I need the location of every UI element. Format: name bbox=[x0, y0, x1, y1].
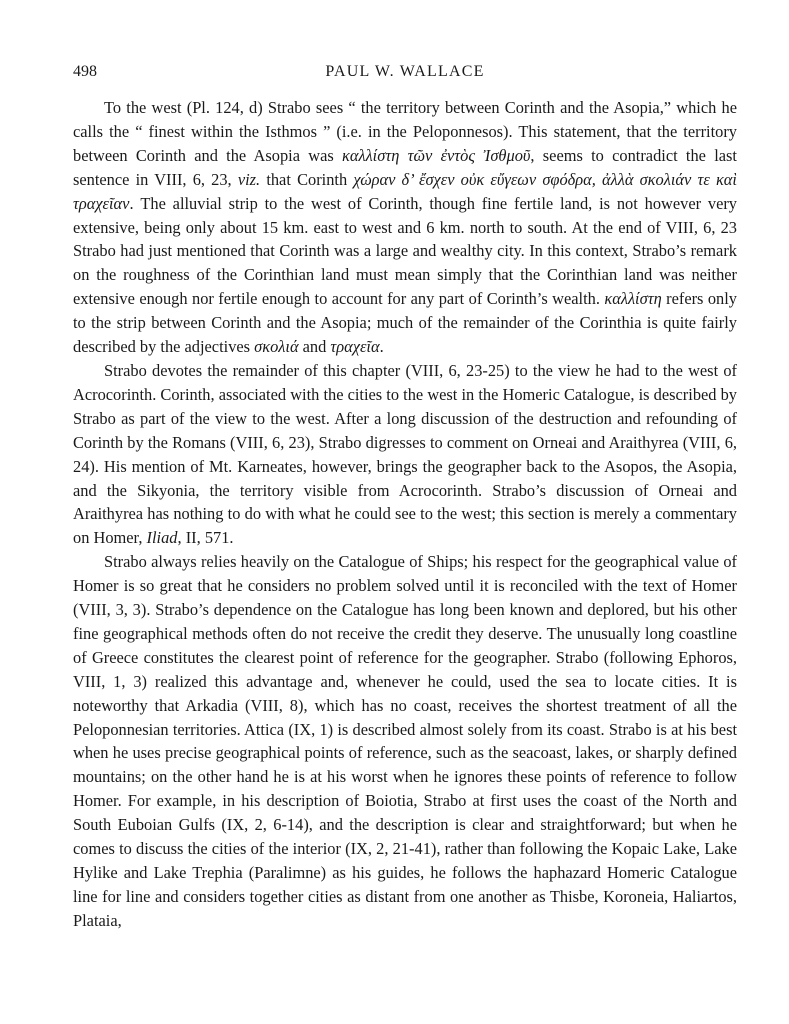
text-run: , II, 571. bbox=[177, 528, 234, 548]
greek-phrase: χώραν δ’ ἔσχεν οὐκ εὔγεων σφόδρα, ἀλλὰ σκολιάν τε καὶ τραχεῖαν bbox=[73, 169, 737, 213]
running-header bbox=[73, 58, 737, 86]
page-number: 498 bbox=[73, 63, 97, 80]
text-run: . The alluvial strip to the west of Corinth, though fine fertile land, is not however very extensive, being only about 15 km. east to west and 6 km. north to south. At the end of VIII, 6, 23 Strabo had just mentioned that Corinth was a large and wealthy city. In this context, Strabo’s remark on the roughness of the Corinthian land must mean simply that the Corinthian land was neither extensive enough nor fertile enough to account for any part of Corinth’s wealth. bbox=[73, 193, 737, 309]
text-run: Strabo devotes the remainder of this chapter (VIII, 6, 23-25) to the view he had to the west of Acrocorinth. Corinth, associated with the cities to the west in the Homeric Catalogue, is described by Strabo as part of the view to the west. After a long discussion of the destruction and refounding of Corinth by the Romans (VIII, 6, 23), Strabo digresses to comment on Orneai and Araithyrea (VIII, 6, 24). His mention of Mt. Karneates, however, brings the geographer back to the Asopos, the Asopia, and the Sikyonia, the territory visible from Acrocorinth. Strabo’s discussion of Orneai and Araithyrea has nothing to do with what he could see to the west; this section is merely a commentary on Homer, bbox=[73, 360, 737, 548]
paragraph bbox=[73, 359, 737, 550]
text-run: Strabo always relies heavily on the Catalogue of Ships; his respect for the geographical value of Homer is so great that he considers no problem solved until it is reconciled with the text of Homer (VIII, 3, 3). Strabo’s dependence on the Catalogue has long been known and deplored, but his other fine geographical methods often do not receive the credit they deserve. The unusually long coastline of Greece constitutes the clearest point of reference for the geographer. Strabo (following Ephoros, VIII, 1, 3) realized this advantage and, whenever he could, used the sea to locate cities. It is noteworthy that Arkadia (VIII, 8), which has no coast, receives the shortest treatment of all the Peloponnesian territories. Attica (IX, 1) is described almost solely from its coast. Strabo is at his best when he uses precise geographical points of reference, such as the seacoast, lakes, or sharply defined mountains; on the other hand he is at his worst when he ignores these points of reference to follow Homer. For example, in his description of Boiotia, Strabo at first uses the coast of the North and South Euboian Gulfs (IX, 2, 6-14), and the description is clear and straightforward; but when he comes to discuss the cities of the interior (IX, 2, 21-41), rather than following the Kopaic Lake, Lake Hylike and Lake Trephia (Paralimne) as his guides, he follows the haphazard Homeric Catalogue line for line and considers together cities as distant from one another as Thisbe, Koroneia, Haliartos, Plataia, bbox=[73, 552, 737, 930]
greek-phrase: καλλίστη τῶν ἐντὸς Ἰσθμοῦ bbox=[342, 145, 531, 165]
text-run: , seems to contradict the last sentence in VIII, 6, 23, bbox=[73, 145, 737, 189]
text-run: . bbox=[379, 337, 384, 357]
italic-text: viz. bbox=[237, 169, 261, 189]
text-run: that Corinth bbox=[260, 169, 354, 189]
text-run: To the west (Pl. 124, d) Strabo sees “ the territory between Corinth and the Asopia,” which he calls the “ finest within the Isthmos ” (i.e. in the Peloponnesos). This statement, that the territory between Corinth and the Asopia was bbox=[73, 98, 737, 165]
greek-phrase: σκολιά bbox=[254, 337, 299, 357]
document-page bbox=[73, 58, 737, 933]
text-run: refers only to the strip between Corinth and the Asopia; much of the remainder of the Corinthia is quite fairly described by the adjectives bbox=[73, 289, 738, 357]
greek-phrase: καλλίστη bbox=[604, 289, 662, 309]
paragraph bbox=[73, 96, 737, 359]
running-title: PAUL W. WALLACE bbox=[325, 63, 485, 80]
paragraph bbox=[73, 550, 737, 933]
italic-text: Iliad bbox=[146, 528, 178, 548]
body-text bbox=[73, 96, 737, 933]
greek-phrase: τραχεῖα bbox=[330, 337, 380, 357]
text-run: and bbox=[298, 337, 331, 357]
